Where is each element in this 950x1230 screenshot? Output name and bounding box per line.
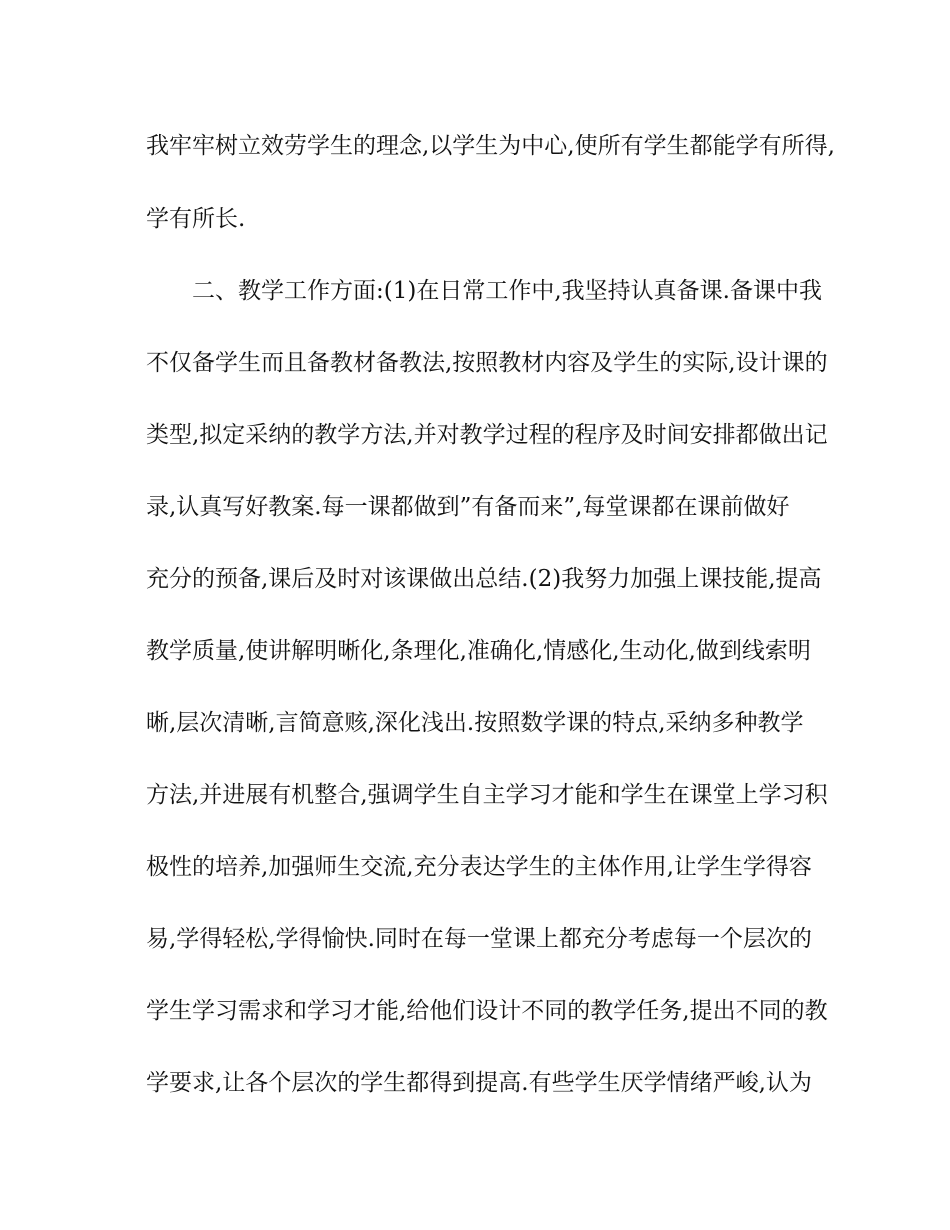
- text-line: 录,认真写好教案.每一课都做到”有备而来”,每堂课都在课前做好: [146, 494, 790, 520]
- text-line: 方法,并进展有机整合,强调学生自主学习才能和学生在课堂上学习积: [146, 782, 828, 808]
- text-line: 学有所长.: [146, 206, 246, 232]
- text-line: 晰,层次清晰,言简意赅,深化浅出.按照数学课的特点,采纳多种教学: [146, 710, 804, 736]
- text-line: 类型,拟定采纳的教学方法,并对教学过程的程序及时间安排都做出记: [146, 422, 828, 448]
- text-line: 教学质量,使讲解明晰化,条理化,准确化,情感化,生动化,做到线索明: [146, 638, 811, 664]
- text-line: 极性的培养,加强师生交流,充分表达学生的主体作用,让学生学得容: [146, 854, 812, 880]
- paragraph-start-line: 二、教学工作方面:(1)在日常工作中,我坚持认真备课.备课中我: [192, 278, 822, 304]
- text-line: 易,学得轻松,学得愉快.同时在每一堂课上都充分考虑每一个层次的: [146, 926, 812, 952]
- text-line: 充分的预备,课后及时对该课做出总结.(2)我努力加强上课技能,提高: [146, 566, 822, 592]
- text-line: 学生学习需求和学习才能,给他们设计不同的教学任务,提出不同的教: [146, 998, 828, 1024]
- text-line: 我牢牢树立效劳学生的理念,以学生为中心,使所有学生都能学有所得,: [146, 133, 835, 159]
- text-line: 不仅备学生而且备教材备教法,按照教材内容及学生的实际,设计课的: [146, 350, 828, 376]
- text-line: 学要求,让各个层次的学生都得到提高.有些学生厌学情绪严峻,认为: [146, 1070, 812, 1096]
